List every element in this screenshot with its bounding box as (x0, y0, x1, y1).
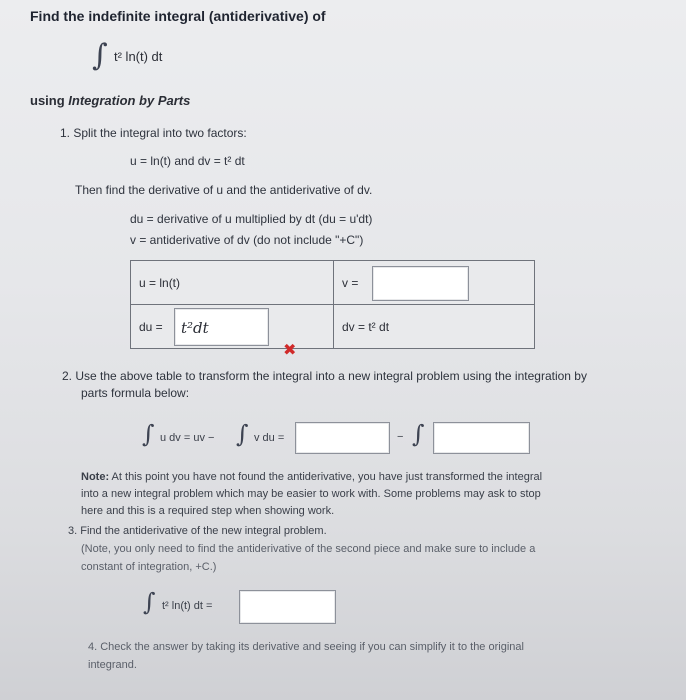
integral-sign-icon: ∫ (92, 38, 108, 73)
step1-v-desc: v = antiderivative of dv (do not include "+C") (130, 233, 364, 247)
du-label: du = (139, 320, 163, 334)
note-line1 (81, 471, 542, 483)
step4-line2: integrand. (88, 659, 137, 671)
step4-line1: 4. Check the answer by taking its derivative and seeing if you can simplify it to the original (88, 641, 524, 653)
du-input[interactable]: t²dt (174, 308, 269, 346)
formula-mid: v du = (254, 432, 285, 444)
step1-then: Then find the derivative of u and the antiderivative of dv. (75, 183, 373, 197)
step1-split: u = ln(t) and dv = t² dt (130, 154, 245, 168)
step1-du-desc: du = derivative of u multiplied by dt (du = u'dt) (130, 212, 373, 226)
uv-table (130, 260, 535, 349)
step3-line1: (Note, you only need to find the antiderivative of the second piece and make sure to include a (81, 543, 536, 555)
note-line2: into a new integral problem which may be easier to work with. Some problems may ask to stop (81, 488, 541, 500)
step3-heading: 3. Find the antiderivative of the new integral problem. (68, 525, 327, 537)
v-input[interactable] (372, 266, 469, 301)
method-prefix: using (30, 93, 69, 108)
dv-label: dv = t² dt (342, 319, 390, 334)
formula-integral-icon-3: ∫ (412, 420, 425, 448)
formula-lhs: u dv = uv − (160, 432, 215, 444)
step3-line2: constant of integration, +C.) (81, 561, 217, 573)
step2-text-line2: parts formula below: (81, 386, 190, 400)
v-label: v = (342, 276, 359, 290)
problem-integrand: t² ln(t) dt (114, 49, 163, 64)
incorrect-x-icon: ✖ (283, 342, 297, 359)
problem-title: Find the indefinite integral (antiderivative) of (30, 8, 326, 24)
step3-answer-input[interactable] (239, 590, 336, 624)
formula-integral-icon-2: ∫ (236, 420, 249, 448)
formula-integral-icon: ∫ (142, 420, 155, 448)
step1-heading: 1. Split the integral into two factors: (60, 126, 247, 140)
u-label: u = ln(t) (139, 275, 181, 290)
du-cell (131, 305, 334, 349)
integral-input[interactable] (433, 422, 530, 454)
note-label: Note: (81, 471, 110, 483)
method-name: Integration by Parts (68, 93, 191, 108)
dv-cell (334, 305, 535, 349)
u-cell (131, 261, 334, 305)
uv-input[interactable] (295, 422, 390, 454)
method-line (30, 93, 190, 108)
step3-integral-expr: t² ln(t) dt = (162, 600, 213, 612)
note-text-1: At this point you have not found the antiderivative, you have just transformed the integral (109, 471, 543, 483)
step3-integral-icon: ∫ (143, 588, 156, 616)
v-cell (334, 261, 535, 305)
note-line3: here and this is a required step when showing work. (81, 505, 335, 517)
minus-sign: − (397, 431, 404, 443)
step2-text-line1: 2. Use the above table to transform the integral into a new integral problem using the integration by (62, 369, 587, 383)
